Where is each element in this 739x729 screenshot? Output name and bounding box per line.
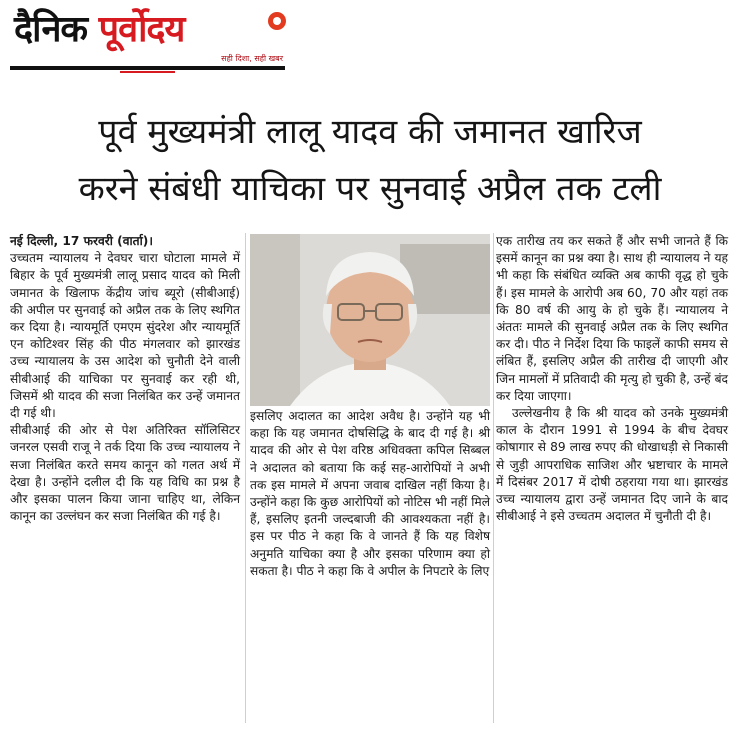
logo-word-1: दैनिक [14,9,88,50]
article-paragraph: उल्लेखनीय है कि श्री यादव को उनके मुख्यमंत्री काल के दौरान 1991 से 1994 के बीच देवघर कोषागार से 89 लाख रुपए की धोखाधड़ी से निकासी से जुड़ी आपराधिक साजिश और भ्रष्टाचार के मामले में दिसंबर 2017 में दोषी ठहराया गया था। झारखंड उच्च न्यायालय द्वारा उन्हें जमानत दिए जाने के बाद सीबीआई ने इसे उच्चतम अदालत में चुनौती दी है। [496,406,728,524]
masthead-sun-icon [268,12,286,30]
article-dateline: नई दिल्ली, 17 फरवरी (वार्ता)। [10,234,153,248]
portrait-illustration [250,234,490,406]
masthead-tagline: सही दिशा, सही खबर [221,54,283,63]
column-divider [493,233,494,723]
column-divider [245,233,246,723]
article-paragraph: इसलिए अदालत का आदेश अवैध है। उन्होंने यह भी कहा कि यह जमानत दोषसिद्धि के बाद दी गई है। श्री यादव की ओर से पेश वरिष्ठ अधिवक्ता कपिल सिब्बल ने अदालत को बताया कि कई सह-आरोपियों ने अभी तक इस मामले में अपना जवाब दाखिल नहीं किया है। उन्होंने कहा कि कुछ आरोपियों को नोटिस भी नहीं मिले हैं, इसलिए इतनी जल्दबाजी की आवश्यकता नहीं है। इस पर पीठ ने कहा कि वे जानते हैं कि यह विशेष अनुमति याचिका क्या है और इसका परिणाम क्या हो सकता है। पीठ ने कहा कि वे अपील के निपटारे के लिए [250,409,490,578]
article-paragraph: एक तारीख तय कर सकते हैं और सभी जानते हैं कि इसमें कानून का प्रश्न क्या है। साथ ही न्यायालय ने यह भी कहा कि संबंधित व्यक्ति अब काफी वृद्ध हो चुके हैं। इस मामले के आरोपी अब 60, 70 और यहां तक कि 80 वर्ष की आयु के हो चुके हैं। न्यायालय ने अंततः मामले की सुनवाई अप्रैल तक के लिए स्थगित कर दी। पीठ ने निर्देश दिया कि फाइलें काफी समय से लंबित हैं, इसलिए अप्रैल की तारीख दी जाएगी और जिन मामलों में प्रतिवादी की मृत्यु हो चुकी है, उन्हें बंद कर दिया जाएगा। [496,234,728,403]
article-paragraph: उच्चतम न्यायालय ने देवघर चारा घोटाला मामले में बिहार के पूर्व मुख्यमंत्री लालू प्रसाद यादव को मिली जमानत के खिलाफ केंद्रीय जांच ब्यूरो (सीबीआई) की अपील पर सुनवाई को अप्रैल तक के लिए स्थगित कर दिया है। न्यायमूर्ति एमएम सुंदरेश और न्यायमूर्ति एन कोटिश्वर सिंह की पीठ मंगलवार को झारखंड उच्च न्यायालय के उस आदेश को चुनौती देने वाली सीबीआई की याचिका पर सुनवाई कर रही थी, जिसमें श्री यादव की सजा निलंबित कर उन्हें जमानत दी गई थी। [10,251,240,421]
logo-word-2: पूर्वोदय [98,9,185,50]
masthead-rule [10,66,285,70]
masthead [10,6,285,72]
headline-line-2: करने संबंधी याचिका पर सुनवाई अप्रैल तक टली [78,169,662,209]
article-paragraph: सीबीआई की ओर से पेश अतिरिक्त सॉलिसिटर जनरल एसवी राजू ने तर्क दिया कि उच्च न्यायालय ने सजा निलंबित करते समय कानून को गलत अर्थ में देखा है। उन्होंने दलील दी कि यह विधि का प्रश्न है और इसका पालन किया जाना चाहिए था, लेकिन कानून का उल्लंघन कर सजा निलंबित की गई है। [10,423,240,524]
portrait-photo [250,234,490,406]
masthead-accent-rule [120,71,175,73]
article-headline [12,104,728,218]
article-column-1 [10,233,240,525]
article-column-2 [250,408,490,580]
newspaper-logo [14,8,184,52]
article-column-3 [496,233,728,525]
headline-line-1: पूर्व मुख्यमंत्री लालू यादव की जमानत खारिज [98,112,642,152]
